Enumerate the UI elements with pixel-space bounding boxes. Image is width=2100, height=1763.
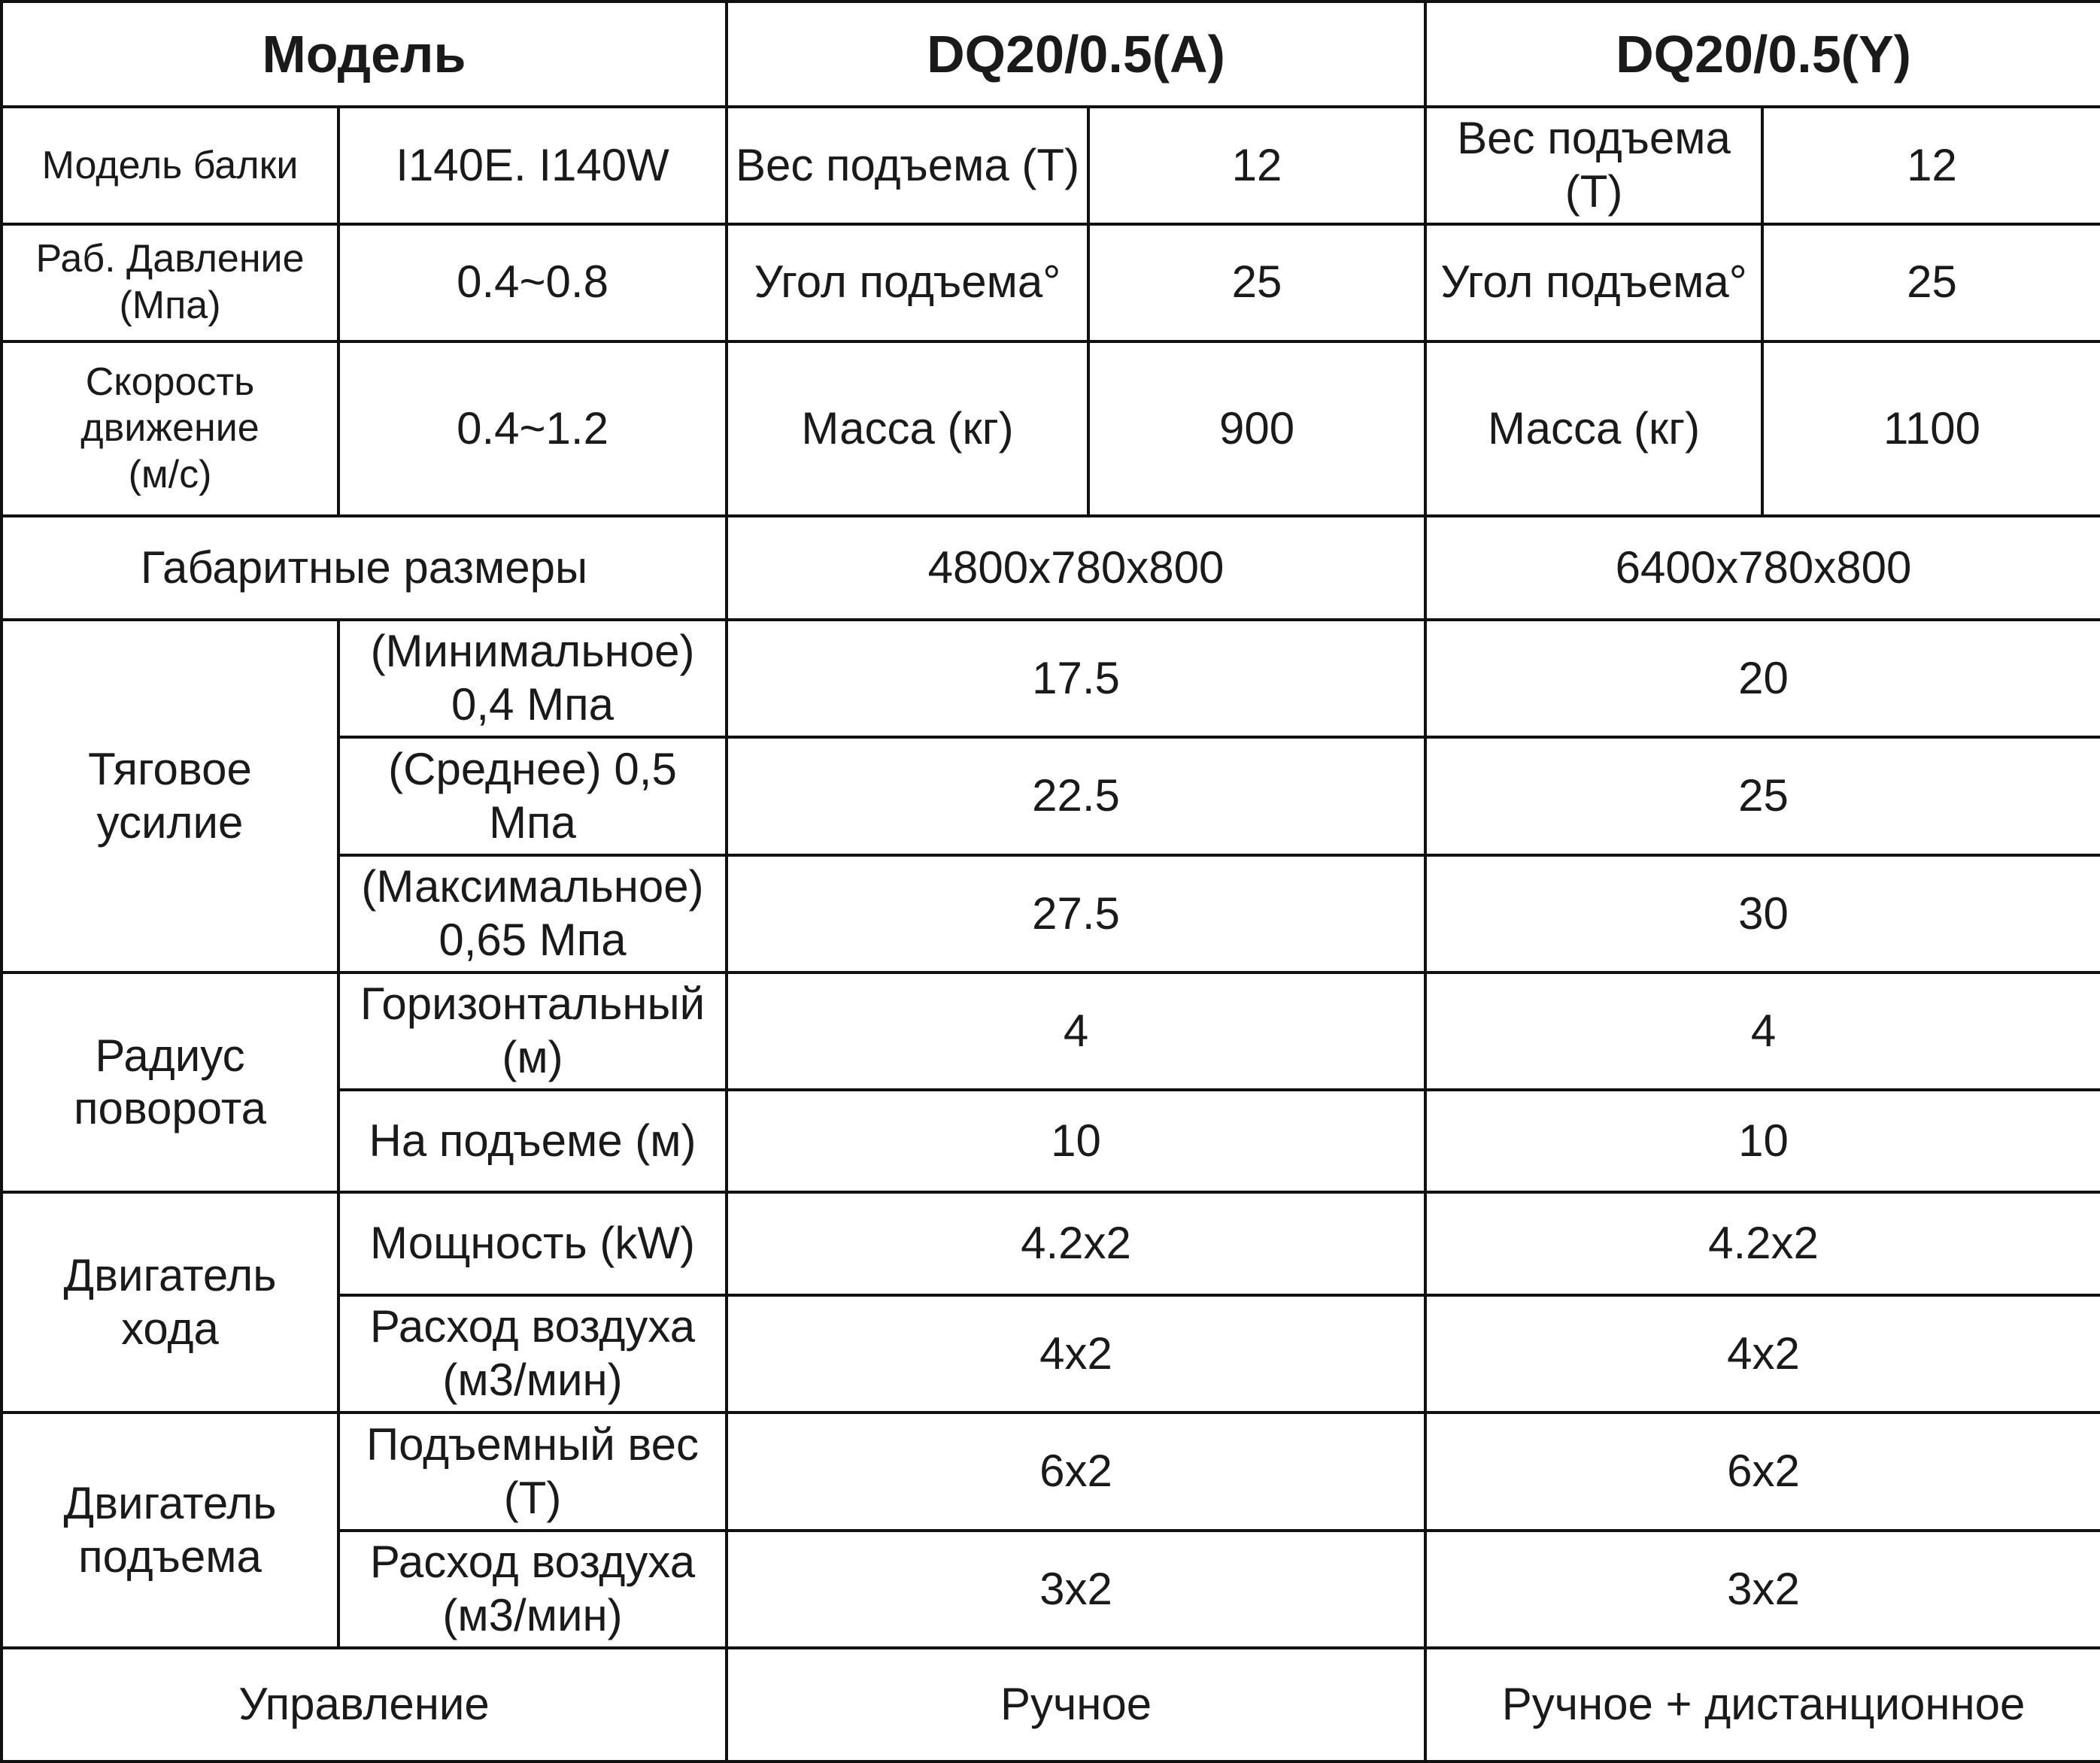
travel-motor-power-value-y: 4.2x2 xyxy=(1425,1192,2100,1294)
traction-min-value-a: 17.5 xyxy=(727,620,1425,738)
turn-radius-horizontal-value-y: 4 xyxy=(1425,973,2100,1090)
table-row xyxy=(2,620,2100,738)
model-header: Модель xyxy=(2,2,727,107)
turn-radius-sub-horizontal: Горизонтальный (м) xyxy=(338,973,727,1090)
pressure-value: 0.4~0.8 xyxy=(338,224,727,341)
speed-label-line3: (м/с) xyxy=(128,452,212,496)
lift-motor-sub-weight: Подъемный вес (Т) xyxy=(338,1413,727,1531)
table-row xyxy=(2,1648,2100,1761)
mass-value-y: 1100 xyxy=(1762,341,2100,517)
lift-motor-air-value-a: 3x2 xyxy=(727,1531,1425,1649)
model-a-header: DQ20/0.5(A) xyxy=(727,2,1425,107)
mass-label-y: Масса (кг) xyxy=(1425,341,1762,517)
turn-radius-sub-lifted: На подъеме (м) xyxy=(338,1090,727,1192)
traction-min-value-y: 20 xyxy=(1425,620,2100,738)
turn-radius-horizontal-value-a: 4 xyxy=(727,973,1425,1090)
lift-weight-value-a: 12 xyxy=(1088,107,1425,224)
lift-motor-label: Двигатель подъема xyxy=(2,1413,338,1648)
control-label: Управление xyxy=(2,1648,727,1761)
table-row xyxy=(2,973,2100,1090)
dimensions-label: Габаритные размеры xyxy=(2,516,727,619)
model-y-header: DQ20/0.5(Y) xyxy=(1425,2,2100,107)
turn-radius-lifted-value-y: 10 xyxy=(1425,1090,2100,1192)
lift-angle-value-a: 25 xyxy=(1088,224,1425,341)
lift-motor-weight-value-a: 6x2 xyxy=(727,1413,1425,1531)
lift-motor-air-value-y: 3x2 xyxy=(1425,1531,2100,1649)
mass-value-a: 900 xyxy=(1088,341,1425,517)
traction-max-value-y: 30 xyxy=(1425,855,2100,973)
turn-radius-lifted-value-a: 10 xyxy=(727,1090,1425,1192)
travel-motor-sub-power: Мощность (kW) xyxy=(338,1192,727,1294)
pressure-label: Раб. Давление (Мпа) xyxy=(2,224,338,341)
mass-label-a: Масса (кг) xyxy=(727,341,1088,517)
table-row xyxy=(2,107,2100,224)
speed-label-line2: движение xyxy=(80,406,259,451)
traction-label: Тяговое усилие xyxy=(2,620,338,973)
lift-angle-label-a: Угол подъема° xyxy=(727,224,1088,341)
header-row xyxy=(2,2,2100,107)
travel-motor-sub-air: Расход воздуха (м3/мин) xyxy=(338,1295,727,1413)
travel-motor-label: Двигатель хода xyxy=(2,1192,338,1413)
traction-sub-max: (Максимальное) 0,65 Мпа xyxy=(338,855,727,973)
dimensions-value-y: 6400x780x800 xyxy=(1425,516,2100,619)
turn-radius-label: Радиус поворота xyxy=(2,973,338,1192)
beam-label: Модель балки xyxy=(2,107,338,224)
lift-motor-weight-value-y: 6x2 xyxy=(1425,1413,2100,1531)
traction-sub-mid: (Среднее) 0,5 Мпа xyxy=(338,737,727,855)
lift-motor-sub-air: Расход воздуха (м3/мин) xyxy=(338,1531,727,1649)
dimensions-value-a: 4800x780x800 xyxy=(727,516,1425,619)
lift-angle-label-y: Угол подъема° xyxy=(1425,224,1762,341)
table-row xyxy=(2,341,2100,517)
traction-mid-value-y: 25 xyxy=(1425,737,2100,855)
traction-max-value-a: 27.5 xyxy=(727,855,1425,973)
speed-label xyxy=(2,341,338,517)
lift-weight-label-a: Вес подъема (Т) xyxy=(727,107,1088,224)
travel-motor-power-value-a: 4.2x2 xyxy=(727,1192,1425,1294)
travel-motor-air-value-y: 4x2 xyxy=(1425,1295,2100,1413)
travel-motor-air-value-a: 4x2 xyxy=(727,1295,1425,1413)
traction-mid-value-a: 22.5 xyxy=(727,737,1425,855)
lift-weight-value-y: 12 xyxy=(1762,107,2100,224)
control-value-y: Ручное + дистанционное xyxy=(1425,1648,2100,1761)
control-value-a: Ручное xyxy=(727,1648,1425,1761)
lift-angle-value-y: 25 xyxy=(1762,224,2100,341)
speed-value: 0.4~1.2 xyxy=(338,341,727,517)
speed-label-line1: Скорость xyxy=(85,360,255,404)
traction-sub-min: (Минимальное) 0,4 Мпа xyxy=(338,620,727,738)
table-row xyxy=(2,516,2100,619)
table-row xyxy=(2,1192,2100,1294)
table-row xyxy=(2,1413,2100,1531)
beam-value: I140E. I140W xyxy=(338,107,727,224)
table-row xyxy=(2,224,2100,341)
lift-weight-label-y: Вес подъема (Т) xyxy=(1425,107,1762,224)
